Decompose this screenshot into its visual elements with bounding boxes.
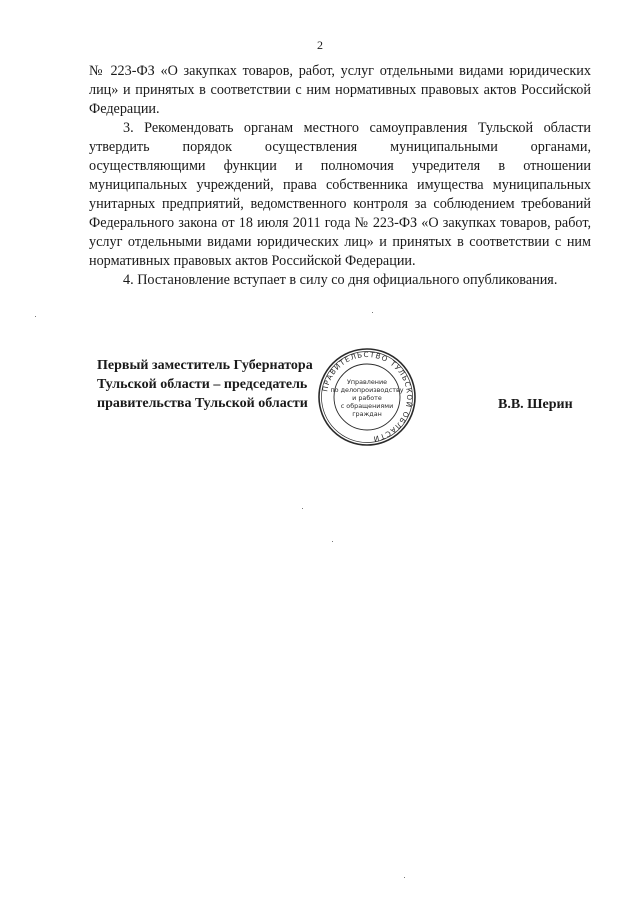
paragraph-item-3: 3. Рекомендовать органам местного самоуправления Тульской области утвердить порядок осуществления муниципальными органами, осуществляющими функции и полномочия учредителя в отношении муниципальных учреждений, права собственника имущества муниципальных унитарных предприятий, ведомственного контроля за соблюдением требований Федерального закона от 18 июля 2011 года № 223-ФЗ «О закупках товаров, работ, услуг отдельными видами юридических лиц» и принятых в соответствии с ним нормативных правовых актов Российской Федерации. — [89, 120, 591, 269]
signature-title-block — [97, 356, 313, 413]
paragraph-item-4: 4. Постановление вступает в силу со дня официального опубликования. — [123, 272, 558, 288]
page-number: 2 — [317, 38, 323, 52]
signature-title-line-2: Тульской области – председатель — [97, 377, 308, 392]
seal-center-text — [330, 378, 403, 418]
signature-title-line-1: Первый заместитель Губернатора — [97, 358, 313, 373]
svg-text:и работе: и работе — [352, 394, 382, 402]
signer-name: В.В. Шерин — [498, 397, 573, 412]
seal-stamp-icon — [317, 347, 417, 447]
scan-speck — [372, 312, 373, 313]
scan-speck — [302, 508, 303, 509]
document-body — [89, 62, 591, 290]
svg-text:по делопроизводству: по делопроизводству — [330, 386, 404, 394]
svg-text:Управление: Управление — [346, 378, 388, 386]
seal-ring-text: ПРАВИТЕЛЬСТВО ТУЛЬСКОЙ ОБЛАСТИ — [320, 349, 415, 444]
scan-speck — [35, 316, 36, 317]
scan-speck — [332, 541, 333, 542]
paragraph-continuation: № 223-ФЗ «О закупках товаров, работ, услуг отдельными видами юридических лиц» и принятых в соответствии с ним нормативных правовых актов Российской Федерации. — [89, 63, 591, 117]
scan-speck — [404, 877, 405, 878]
svg-text:граждан: граждан — [352, 410, 382, 418]
signature-title-line-3: правительства Тульской области — [97, 396, 308, 411]
svg-text:с обращениями: с обращениями — [340, 402, 394, 410]
official-seal — [317, 347, 417, 447]
